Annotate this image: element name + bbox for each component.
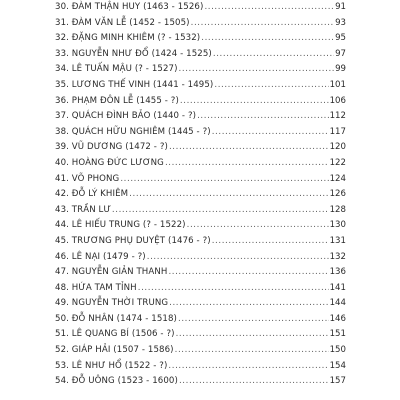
toc-entry[interactable] [55, 47, 346, 63]
toc-entry-page: 97 [335, 48, 346, 59]
toc-entry-title: 37. QUÁCH ĐÌNH BẢO (1440 - ?) [55, 111, 197, 122]
toc-entry-page: 124 [329, 173, 346, 184]
toc-entry[interactable] [55, 203, 346, 219]
dot-leader [214, 78, 328, 94]
toc-entry-page: 141 [329, 282, 346, 293]
dot-leader [147, 250, 329, 266]
toc-entry-title: 51. LÊ QUANG BÍ (1506 - ?) [55, 329, 175, 340]
toc-entry-page: 150 [329, 345, 346, 356]
toc-entry-title: 34. LÊ TUẤN MẬU (? - 1527) [55, 64, 178, 75]
dot-leader [204, 0, 334, 16]
toc-entry-title: 33. NGUYỄN NHƯ ĐỔ (1424 - 1525) [55, 48, 212, 59]
dot-leader [197, 109, 329, 125]
dot-leader [213, 47, 334, 63]
dot-leader [175, 343, 329, 359]
toc-entry-title: 40. HOÀNG ĐỨC LƯƠNG [55, 157, 164, 168]
toc-entry[interactable] [55, 187, 346, 203]
dot-leader [129, 187, 328, 203]
toc-entry-page: 130 [329, 220, 346, 231]
toc-entry-page: 122 [329, 157, 346, 168]
toc-entry[interactable] [55, 156, 346, 172]
toc-entry[interactable] [55, 140, 346, 156]
toc-entry[interactable] [55, 359, 346, 375]
toc-entry[interactable] [55, 250, 346, 266]
dot-leader [191, 16, 334, 32]
toc-entry-page: 144 [329, 298, 346, 309]
dot-leader [178, 312, 329, 328]
toc-entry[interactable] [55, 109, 346, 125]
dot-leader [179, 374, 329, 390]
dot-leader [168, 265, 328, 281]
dot-leader [212, 125, 329, 141]
toc-entry-page: 131 [329, 235, 346, 246]
toc-entry-page: 146 [329, 313, 346, 324]
toc-entry-page: 95 [335, 33, 346, 44]
toc-entry-title: 46. LÊ NẠI (1479 - ?) [55, 251, 146, 262]
toc-entry-title: 30. ĐÀM THẬN HUY (1463 - 1526) [55, 2, 204, 12]
toc-entry-title: 48. HỨA TAM TỈNH [55, 282, 137, 293]
toc-entry-page: 132 [329, 251, 346, 262]
toc-entry[interactable] [55, 31, 346, 47]
toc-entry-page: 157 [329, 376, 346, 387]
toc-entry-title: 45. TRƯƠNG PHỤ DUYỆT (1476 - ?) [55, 235, 211, 246]
toc-entry-title: 43. TRẦN LƯ [55, 204, 111, 215]
toc-entry-title: 36. PHẠM ĐÔN LỄ (1455 - ?) [55, 95, 179, 106]
toc-entry-page: 136 [329, 267, 346, 278]
toc-entry[interactable] [55, 374, 346, 390]
toc-entry-title: 31. ĐÀM VĂN LỄ (1452 - 1505) [55, 17, 190, 28]
toc-entry[interactable] [55, 281, 346, 297]
toc-entry[interactable] [55, 0, 346, 16]
toc-entry[interactable] [55, 78, 346, 94]
toc-entry[interactable] [55, 327, 346, 343]
toc-entry-page: 106 [329, 95, 346, 106]
dot-leader [179, 62, 335, 78]
toc-entry[interactable] [55, 312, 346, 328]
toc-entry-title: 41. VÕ PHONG [55, 173, 120, 184]
toc-entry[interactable] [55, 234, 346, 250]
toc-entry-page: 93 [335, 17, 346, 28]
dot-leader [180, 94, 329, 110]
toc-entry[interactable] [55, 172, 346, 188]
toc-entry-title: 47. NGUYỄN GIẢN THANH [55, 267, 168, 278]
dot-leader [169, 140, 329, 156]
dot-leader [169, 296, 328, 312]
dot-leader [212, 234, 329, 250]
toc-entry[interactable] [55, 218, 346, 234]
toc-entry-page: 101 [329, 79, 346, 90]
toc-entry-title: 44. LÊ HIẾU TRUNG (? - 1522) [55, 220, 186, 231]
toc-entry-page: 128 [329, 204, 346, 215]
toc-entry-title: 49. NGUYỄN THỜI TRUNG [55, 298, 169, 309]
toc-entry-title: 39. VŨ DƯƠNG (1472 - ?) [55, 142, 168, 153]
table-of-contents [55, 0, 346, 390]
dot-leader [176, 327, 329, 343]
toc-entry-page: 154 [329, 360, 346, 371]
toc-entry-title: 53. LÊ NHƯ HỔ (1522 - ?) [55, 360, 168, 371]
dot-leader [120, 172, 328, 188]
toc-entry[interactable] [55, 94, 346, 110]
toc-entry[interactable] [55, 62, 346, 78]
dot-leader [138, 281, 329, 297]
toc-entry[interactable] [55, 343, 346, 359]
toc-entry[interactable] [55, 296, 346, 312]
toc-entry-page: 91 [335, 2, 346, 12]
toc-entry-title: 54. ĐỖ UÔNG (1523 - 1600) [55, 376, 178, 387]
toc-entry-page: 126 [329, 189, 346, 200]
toc-entry-title: 38. QUÁCH HỮU NGHIÊM (1445 - ?) [55, 126, 211, 137]
toc-entry-title: 42. ĐỖ LÝ KHIÊM [55, 189, 129, 200]
toc-entry-title: 35. LƯƠNG THẾ VINH (1441 - 1495) [55, 79, 214, 90]
toc-entry-page: 151 [329, 329, 346, 340]
toc-entry-title: 52. GIÁP HẢI (1507 - 1586) [55, 345, 174, 356]
toc-entry-title: 50. ĐỖ NHÂN (1474 - 1518) [55, 313, 177, 324]
dot-leader [165, 156, 329, 172]
dot-leader [201, 31, 334, 47]
toc-entry-page: 117 [329, 126, 346, 137]
toc-entry-title: 32. ĐẶNG MINH KHIÊM (? - 1532) [55, 33, 201, 44]
dot-leader [168, 359, 328, 375]
dot-leader [187, 218, 329, 234]
toc-entry[interactable] [55, 265, 346, 281]
toc-entry-page: 99 [335, 64, 346, 75]
dot-leader [112, 203, 329, 219]
toc-entry[interactable] [55, 16, 346, 32]
toc-entry-page: 112 [329, 111, 346, 122]
toc-entry[interactable] [55, 125, 346, 141]
toc-entry-page: 120 [329, 142, 346, 153]
